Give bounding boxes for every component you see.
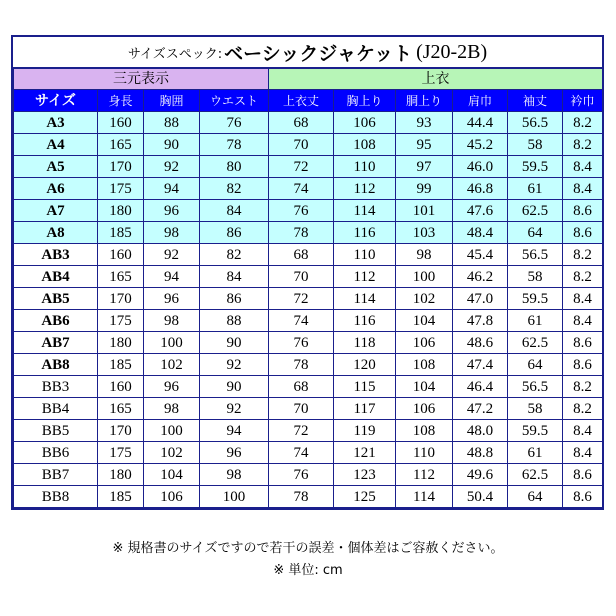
table-cell: 96 [144,288,200,310]
column-header-jacket-length: 上衣丈 [269,90,334,112]
table-cell: 47.8 [453,310,508,332]
table-cell: 98 [144,222,200,244]
column-header-row [14,90,603,112]
table-cell: 165 [98,134,144,156]
table-cell: 165 [98,266,144,288]
table-cell: 185 [98,354,144,376]
table-cell: 108 [334,134,396,156]
table-row [14,222,603,244]
table-cell: 8.2 [563,266,603,288]
table-cell: 47.2 [453,398,508,420]
table-cell: 94 [144,266,200,288]
table-cell: 74 [269,310,334,332]
table-cell: 46.0 [453,156,508,178]
table-cell: 74 [269,442,334,464]
table-title [13,37,602,68]
table-cell: 121 [334,442,396,464]
footnote-unit: ※ 単位: cm [273,563,343,578]
table-cell: 100 [396,266,453,288]
table-row [14,486,603,508]
table-cell: 45.4 [453,244,508,266]
table-row [14,134,603,156]
table-cell: 44.4 [453,112,508,134]
table-cell: 58 [508,266,563,288]
size-label-cell: BB4 [14,398,98,420]
table-cell: 70 [269,398,334,420]
table-cell: 103 [396,222,453,244]
table-cell: 104 [396,376,453,398]
column-header-size: サイズ [14,90,98,112]
table-cell: 170 [98,288,144,310]
table-cell: 59.5 [508,420,563,442]
table-cell: 64 [508,486,563,508]
size-label-cell: A6 [14,178,98,200]
table-cell: 108 [396,420,453,442]
size-label-cell: BB6 [14,442,98,464]
column-header-height: 身長 [98,90,144,112]
table-cell: 8.6 [563,332,603,354]
table-cell: 104 [144,464,200,486]
size-label-cell: BB8 [14,486,98,508]
table-cell: 8.6 [563,486,603,508]
table-cell: 90 [144,134,200,156]
table-cell: 123 [334,464,396,486]
table-cell: 106 [396,398,453,420]
table-cell: 76 [269,332,334,354]
column-header-waist: ウエスト [200,90,269,112]
table-cell: 58 [508,398,563,420]
table-cell: 120 [334,354,396,376]
column-header-collar-width: 衿巾 [563,90,603,112]
table-cell: 8.4 [563,156,603,178]
table-cell: 8.2 [563,134,603,156]
table-cell: 59.5 [508,288,563,310]
table-cell: 49.6 [453,464,508,486]
table-cell: 78 [200,134,269,156]
table-cell: 45.2 [453,134,508,156]
footnote-tolerance: ※ 規格書のサイズですので若干の誤差・個体差はご容赦ください。 [112,541,504,556]
table-cell: 47.4 [453,354,508,376]
table-row [14,354,603,376]
table-cell: 8.4 [563,288,603,310]
table-cell: 47.0 [453,288,508,310]
table-cell: 116 [334,310,396,332]
table-cell: 88 [144,112,200,134]
table-cell: 68 [269,112,334,134]
table-cell: 92 [200,354,269,376]
table-row [14,332,603,354]
table-row [14,288,603,310]
table-cell: 68 [269,376,334,398]
table-cell: 46.2 [453,266,508,288]
table-cell: 76 [269,200,334,222]
table-cell: 8.4 [563,442,603,464]
table-cell: 84 [200,266,269,288]
table-cell: 116 [334,222,396,244]
table-cell: 110 [334,156,396,178]
table-cell: 78 [269,222,334,244]
table-row [14,442,603,464]
table-cell: 8.6 [563,222,603,244]
table-row [14,464,603,486]
table-cell: 118 [334,332,396,354]
table-cell: 90 [200,376,269,398]
table-cell: 119 [334,420,396,442]
table-cell: 110 [396,442,453,464]
table-cell: 96 [144,200,200,222]
table-cell: 56.5 [508,112,563,134]
table-cell: 117 [334,398,396,420]
column-header-shoulder-width: 肩巾 [453,90,508,112]
table-cell: 48.4 [453,222,508,244]
table-cell: 90 [200,332,269,354]
table-cell: 92 [144,244,200,266]
table-cell: 82 [200,244,269,266]
table-cell: 56.5 [508,244,563,266]
table-cell: 64 [508,222,563,244]
footnotes [0,538,616,582]
table-cell: 102 [144,354,200,376]
table-row [14,200,603,222]
table-cell: 72 [269,288,334,310]
table-cell: 48.8 [453,442,508,464]
table-cell: 84 [200,200,269,222]
table-cell: 160 [98,112,144,134]
table-cell: 56.5 [508,376,563,398]
column-header-chest-finished: 胸上り [334,90,396,112]
size-label-cell: AB5 [14,288,98,310]
table-cell: 165 [98,398,144,420]
table-cell: 98 [396,244,453,266]
table-cell: 180 [98,332,144,354]
table-cell: 78 [269,486,334,508]
table-cell: 80 [200,156,269,178]
table-cell: 8.4 [563,178,603,200]
table-cell: 8.4 [563,310,603,332]
table-row [14,112,603,134]
table-cell: 61 [508,178,563,200]
size-spec-table-frame [11,35,604,510]
size-label-cell: AB4 [14,266,98,288]
table-cell: 114 [334,200,396,222]
table-cell: 72 [269,156,334,178]
table-cell: 100 [144,420,200,442]
size-label-cell: AB6 [14,310,98,332]
table-cell: 8.4 [563,420,603,442]
column-header-chest: 胸囲 [144,90,200,112]
table-cell: 160 [98,376,144,398]
table-cell: 70 [269,266,334,288]
title-product-name: ベーシックジャケット [224,42,413,65]
table-cell: 8.2 [563,112,603,134]
size-label-cell: A5 [14,156,98,178]
table-cell: 86 [200,222,269,244]
table-cell: 92 [200,398,269,420]
table-cell: 185 [98,222,144,244]
table-cell: 59.5 [508,156,563,178]
column-header-waist-finished: 胴上り [396,90,453,112]
table-cell: 8.2 [563,376,603,398]
table-cell: 110 [334,244,396,266]
table-cell: 108 [396,354,453,376]
table-cell: 74 [269,178,334,200]
table-cell: 98 [144,398,200,420]
table-cell: 48.0 [453,420,508,442]
table-row [14,244,603,266]
size-label-cell: BB3 [14,376,98,398]
table-row [14,310,603,332]
table-cell: 62.5 [508,200,563,222]
table-row [14,420,603,442]
table-cell: 95 [396,134,453,156]
table-cell: 61 [508,310,563,332]
table-cell: 114 [396,486,453,508]
table-cell: 8.6 [563,464,603,486]
size-label-cell: A3 [14,112,98,134]
table-row [14,266,603,288]
group-three-way-display: 三元表示 [14,69,269,90]
table-cell: 175 [98,442,144,464]
table-cell: 112 [334,178,396,200]
table-cell: 88 [200,310,269,332]
table-cell: 46.4 [453,376,508,398]
table-cell: 72 [269,420,334,442]
size-label-cell: BB7 [14,464,98,486]
table-cell: 180 [98,200,144,222]
table-cell: 175 [98,310,144,332]
size-spec-table [13,68,603,508]
table-cell: 100 [200,486,269,508]
table-cell: 70 [269,134,334,156]
size-label-cell: AB8 [14,354,98,376]
table-cell: 8.6 [563,200,603,222]
table-cell: 170 [98,420,144,442]
table-cell: 112 [396,464,453,486]
table-cell: 114 [334,288,396,310]
table-cell: 98 [200,464,269,486]
table-cell: 94 [200,420,269,442]
table-cell: 78 [269,354,334,376]
table-body [14,112,603,508]
table-cell: 96 [144,376,200,398]
table-cell: 115 [334,376,396,398]
size-label-cell: A4 [14,134,98,156]
table-cell: 92 [144,156,200,178]
table-cell: 125 [334,486,396,508]
table-cell: 62.5 [508,464,563,486]
table-cell: 102 [396,288,453,310]
table-cell: 175 [98,178,144,200]
table-cell: 102 [144,442,200,464]
table-cell: 98 [144,310,200,332]
size-label-cell: AB7 [14,332,98,354]
table-cell: 50.4 [453,486,508,508]
size-label-cell: BB5 [14,420,98,442]
size-label-cell: AB3 [14,244,98,266]
table-cell: 106 [144,486,200,508]
table-row [14,178,603,200]
table-cell: 94 [144,178,200,200]
table-cell: 48.6 [453,332,508,354]
table-cell: 8.2 [563,398,603,420]
table-cell: 8.2 [563,244,603,266]
title-lead: サイズスペック: [127,46,223,62]
table-cell: 104 [396,310,453,332]
table-cell: 47.6 [453,200,508,222]
table-cell: 68 [269,244,334,266]
table-cell: 86 [200,288,269,310]
table-cell: 101 [396,200,453,222]
table-cell: 96 [200,442,269,464]
size-label-cell: A7 [14,200,98,222]
table-cell: 180 [98,464,144,486]
group-header-row [14,69,603,90]
table-row [14,156,603,178]
table-cell: 46.8 [453,178,508,200]
group-jacket: 上衣 [269,69,603,90]
table-cell: 106 [396,332,453,354]
table-cell: 61 [508,442,563,464]
table-cell: 82 [200,178,269,200]
table-cell: 97 [396,156,453,178]
table-cell: 99 [396,178,453,200]
table-cell: 58 [508,134,563,156]
table-cell: 106 [334,112,396,134]
table-cell: 160 [98,244,144,266]
table-cell: 62.5 [508,332,563,354]
table-cell: 100 [144,332,200,354]
table-cell: 170 [98,156,144,178]
table-row [14,398,603,420]
table-cell: 76 [269,464,334,486]
table-row [14,376,603,398]
size-label-cell: A8 [14,222,98,244]
table-cell: 93 [396,112,453,134]
table-cell: 76 [200,112,269,134]
table-cell: 112 [334,266,396,288]
table-cell: 64 [508,354,563,376]
table-cell: 185 [98,486,144,508]
title-product-code: (J20-2B) [416,40,488,63]
column-header-sleeve-length: 袖丈 [508,90,563,112]
table-cell: 8.6 [563,354,603,376]
